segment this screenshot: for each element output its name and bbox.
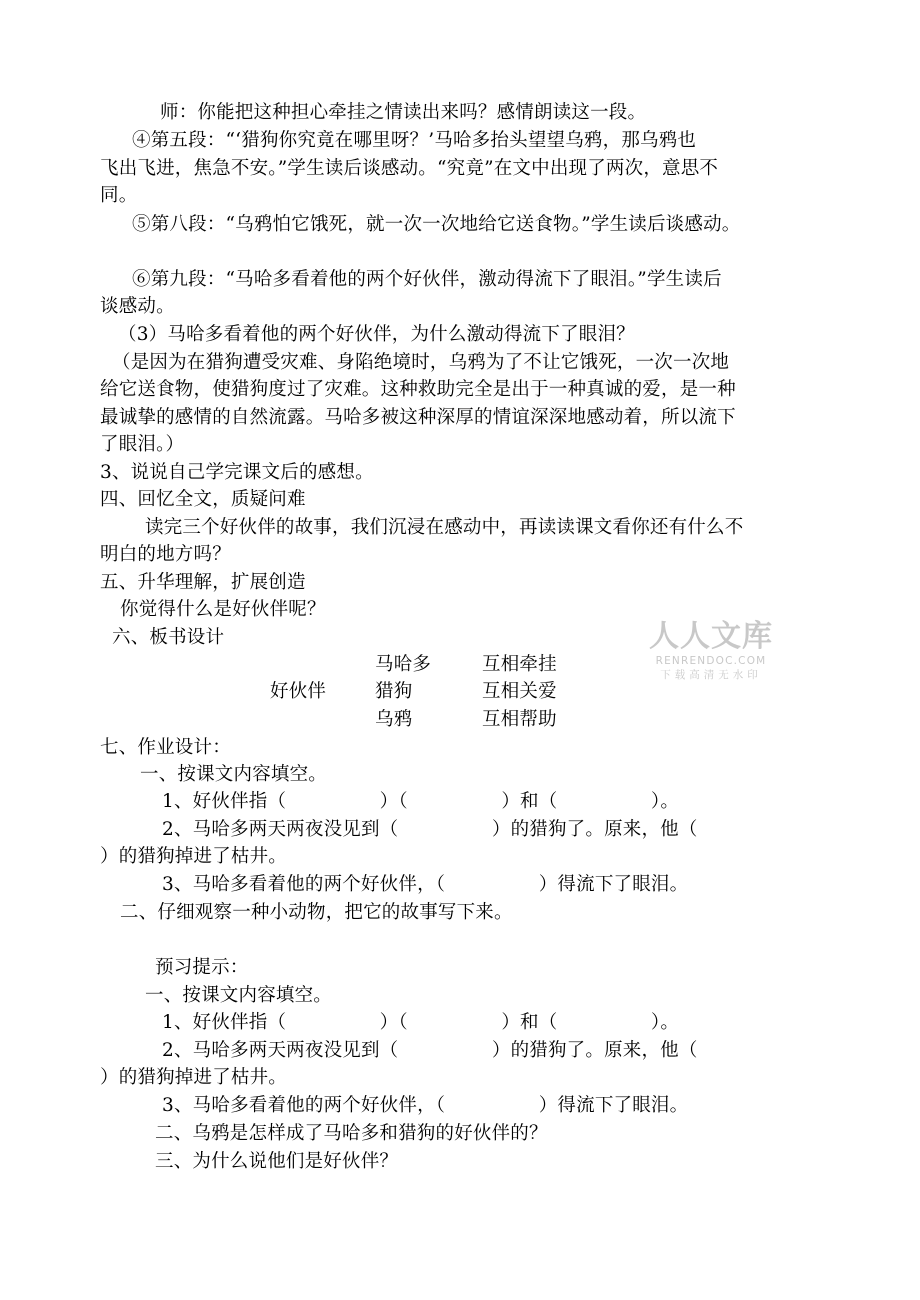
fill-blank-question: 2、马哈多两天两夜没见到（ ）的猎狗了。原来，他（ <box>162 819 698 840</box>
section-heading: 预习提示： <box>155 957 249 978</box>
fill-blank-question: 2、马哈多两天两夜没见到（ ）的猎狗了。原来，他（ <box>162 1040 698 1061</box>
text-line: 谈感动。 <box>100 296 175 317</box>
fill-blank-question: 1、好伙伴指（ ）（ ）和（ ）。 <box>162 1012 680 1033</box>
fill-blank-question: ）的猎狗掉进了枯井。 <box>100 846 288 867</box>
board-name: 猎狗 <box>375 681 413 702</box>
text-line: 读完三个好伙伴的故事，我们沉浸在感动中，再读读课文看你还有什么不 <box>145 517 744 538</box>
text-line: 3、说说自己学完课文后的感想。 <box>100 462 374 483</box>
text-line: 飞出飞进，焦急不安。”学生读后谈感动。“究竟”在文中出现了两次，意思不 <box>100 158 719 179</box>
text-line: 师：你能把这种担心牵挂之情读出来吗？感情朗读这一段。 <box>160 102 647 123</box>
text-line: 一、按课文内容填空。 <box>145 985 333 1006</box>
text-line: （是因为在猎狗遭受灾难、身陷绝境时，乌鸦为了不让它饿死，一次一次地 <box>112 352 730 373</box>
text-line: 三、为什么说他们是好伙伴？ <box>155 1151 399 1172</box>
text-line: ④第五段：“‘猎狗你究竟在哪里呀？’马哈多抬头望望乌鸦，那乌鸦也 <box>132 130 697 151</box>
fill-blank-question: 3、马哈多看着他的两个好伙伴，（ ）得流下了眼泪。 <box>162 874 689 895</box>
section-heading: 七、作业设计： <box>100 737 231 758</box>
fill-blank-question: 3、马哈多看着他的两个好伙伴，（ ）得流下了眼泪。 <box>162 1095 689 1116</box>
board-name: 乌鸦 <box>375 709 413 730</box>
watermark <box>646 620 776 682</box>
text-line: 明白的地方吗？ <box>100 544 231 565</box>
board-name: 马哈多 <box>375 654 432 675</box>
watermark-logo: 人人文库 <box>649 619 773 654</box>
text-line: 最诚挚的感情的自然流露。马哈多被这种深厚的情谊深深地感动着，所以流下 <box>100 407 736 428</box>
text-line: 你觉得什么是好伙伴呢？ <box>120 599 326 620</box>
watermark-subtitle: 下载高清无水印 <box>660 669 762 681</box>
watermark-url: RENRENDOC.COM <box>655 655 767 667</box>
text-line: ⑤第八段：“乌鸦怕它饿死，就一次一次地给它送食物。”学生读后谈感动。 <box>132 214 741 235</box>
text-line: 给它送食物，使猎狗度过了灾难。这种救助完全是出于一种真诚的爱，是一种 <box>100 379 736 400</box>
text-line: ⑥第九段：“马哈多看着他的两个好伙伴，激动得流下了眼泪。”学生读后 <box>132 269 722 290</box>
board-relation: 互相帮助 <box>482 709 557 730</box>
section-heading: 四、回忆全文，质疑问难 <box>100 489 306 510</box>
board-relation: 互相牵挂 <box>482 654 557 675</box>
text-line: 二、仔细观察一种小动物，把它的故事写下来。 <box>120 902 513 923</box>
fill-blank-question: ）的猎狗掉进了枯井。 <box>100 1067 288 1088</box>
text-line: 同。 <box>100 185 138 206</box>
text-line: 二、乌鸦是怎样成了马哈多和猎狗的好伙伴的？ <box>155 1123 548 1144</box>
text-line: （3）马哈多看着他的两个好伙伴，为什么激动得流下了眼泪？ <box>118 324 635 345</box>
section-heading: 五、升华理解，扩展创造 <box>100 572 306 593</box>
section-heading: 六、板书设计 <box>112 627 225 648</box>
board-relation: 互相关爱 <box>482 681 557 702</box>
fill-blank-question: 1、好伙伴指（ ）（ ）和（ ）。 <box>162 791 680 812</box>
board-center: 好伙伴 <box>270 681 327 702</box>
text-line: 一、按课文内容填空。 <box>140 764 328 785</box>
text-line: 了眼泪。） <box>100 434 185 455</box>
